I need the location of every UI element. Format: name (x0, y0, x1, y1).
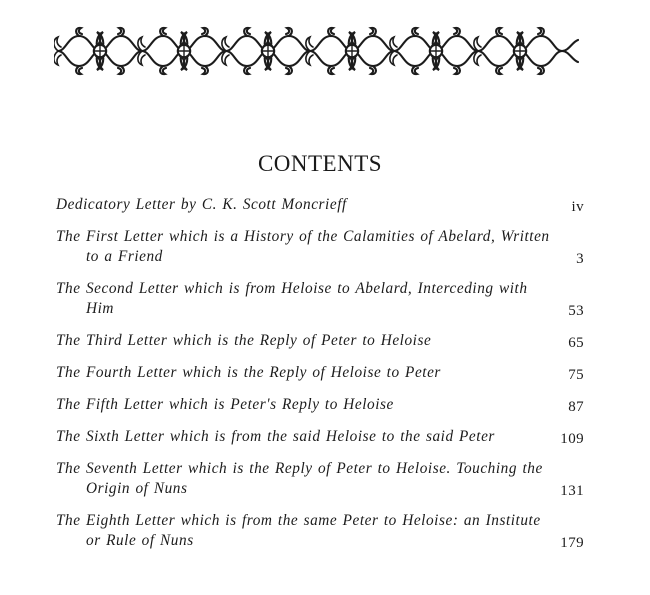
toc-entry-title: The Seventh Letter which is the Reply of Peter to Heloise. Touching the Origin of Nuns (56, 460, 543, 497)
toc-entry (56, 279, 584, 319)
toc-entry (56, 331, 584, 351)
toc-entry (56, 227, 584, 267)
toc-entry-page: 87 (568, 399, 584, 415)
toc-entry (56, 363, 584, 383)
toc-entry (56, 459, 584, 499)
toc-entry-page: 75 (568, 367, 584, 383)
toc-entry-page: iv (571, 199, 584, 215)
toc-entry (56, 195, 584, 215)
toc-entry-title: The Second Letter which is from Heloise to Abelard, Interceding with Him (56, 280, 528, 317)
toc-entry-title: Dedicatory Letter by C. K. Scott Moncrieff (56, 196, 347, 213)
page-title: CONTENTS (257, 151, 383, 176)
toc-entry-page: 131 (560, 483, 584, 499)
decorative-scroll-ornament (54, 26, 584, 76)
toc-entry-page: 53 (568, 303, 584, 319)
toc-entry (56, 427, 584, 447)
table-of-contents (56, 195, 584, 551)
toc-entry-title: The Third Letter which is the Reply of Peter to Heloise (56, 332, 432, 349)
toc-entry-title: The Eighth Letter which is from the same Peter to Heloise: an Institute or Rule of Nuns (56, 512, 541, 549)
toc-entry-page: 3 (576, 251, 584, 267)
toc-entry (56, 395, 584, 415)
toc-entry-title: The Sixth Letter which is from the said Heloise to the said Peter (56, 428, 495, 445)
toc-entry-page: 65 (568, 335, 584, 351)
toc-entry-page: 109 (560, 431, 584, 447)
toc-entry-title: The Fifth Letter which is Peter's Reply to Heloise (56, 396, 394, 413)
toc-entry-page: 179 (560, 535, 584, 551)
toc-entry (56, 511, 584, 551)
toc-entry-title: The First Letter which is a History of the Calamities of Abelard, Written to a Friend (56, 228, 550, 265)
toc-entry-title: The Fourth Letter which is the Reply of Heloise to Peter (56, 364, 441, 381)
